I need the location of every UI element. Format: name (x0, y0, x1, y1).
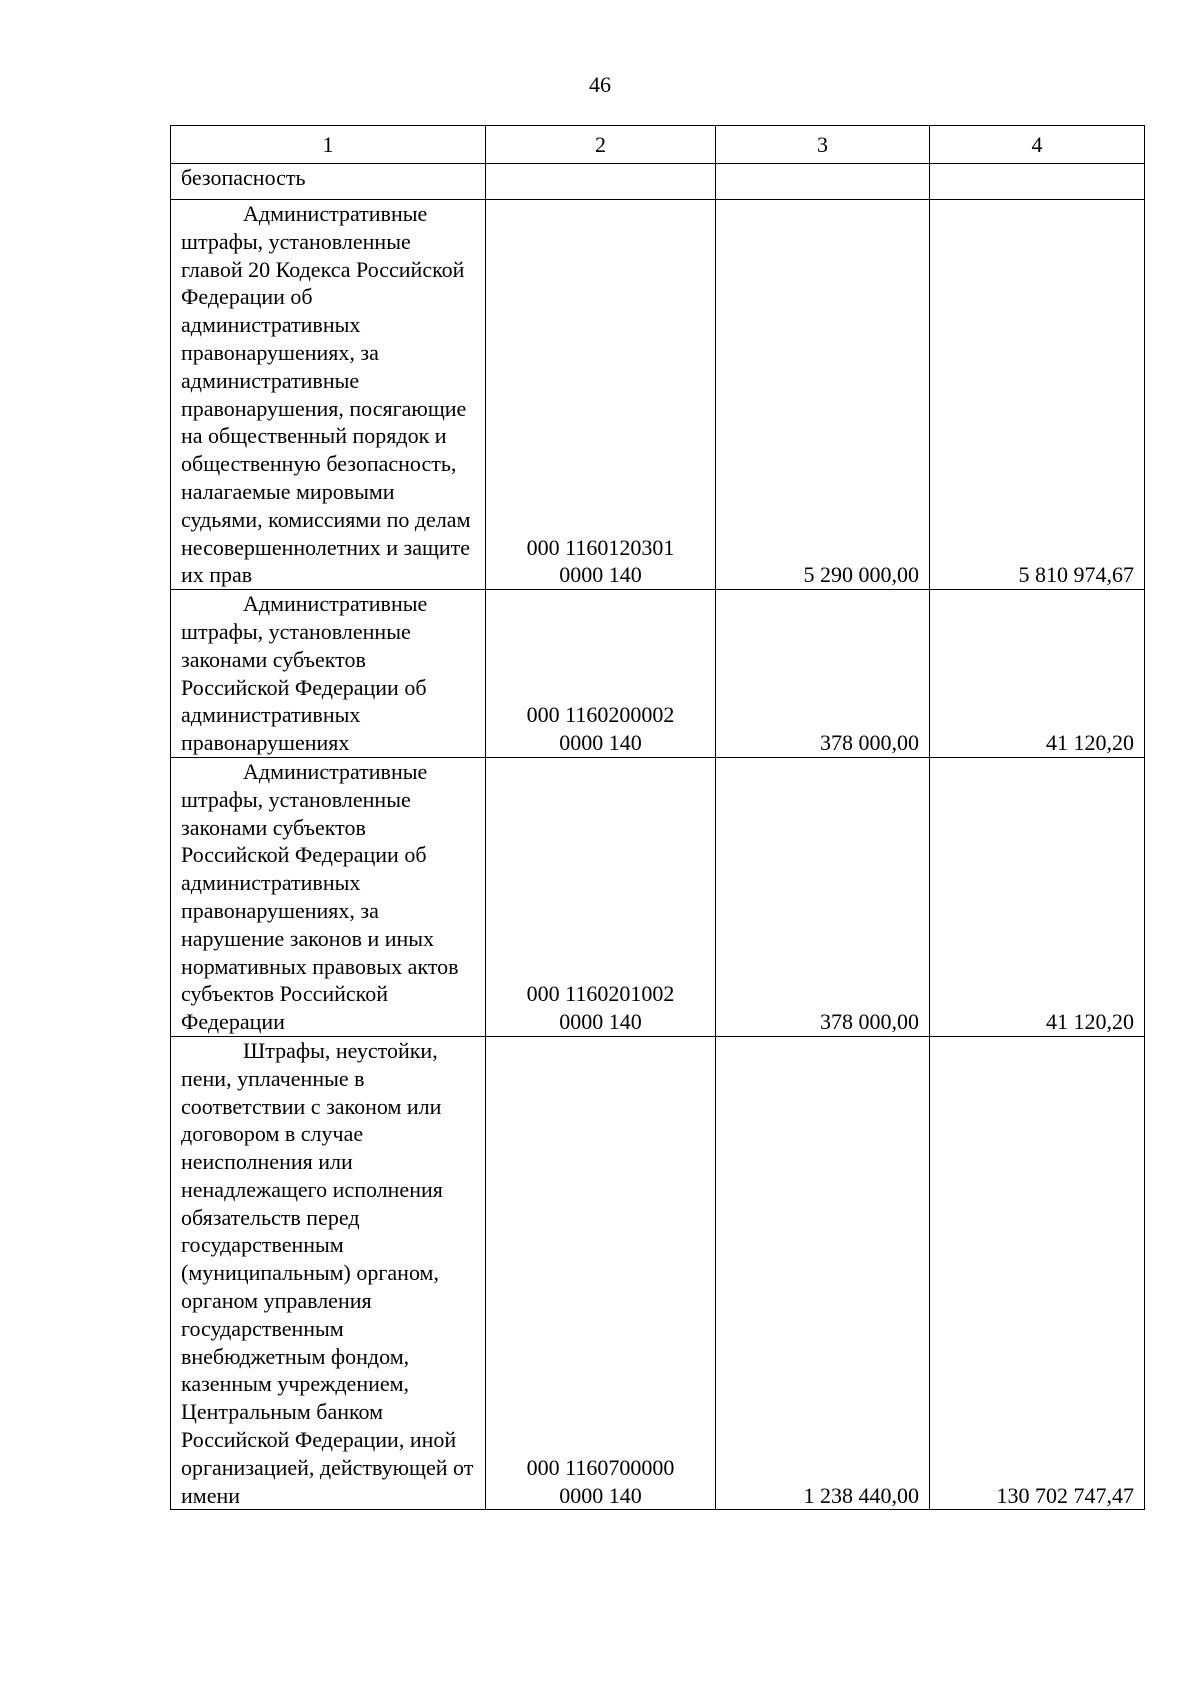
row-name-cell (171, 757, 486, 1036)
row-col3-cell: 5 290 000,00 (716, 200, 930, 590)
continuation-cell: безопасность (171, 164, 486, 200)
row-code-cell (486, 590, 716, 758)
row-code-line2: 0000 140 (559, 1009, 642, 1035)
row-name-cell (171, 590, 486, 758)
row-col4-cell: 41 120,20 (930, 590, 1145, 758)
row-code-line1: 000 1160120301 (526, 534, 675, 560)
row-name: Административные штрафы, установленные главой 20 Кодекса Российской Федерации об административных правонарушениях, за административные правонарушения, посягающие на общественный порядок и общественную безопасность, налагаемые мировыми судьями, комиссиями по делам несовершеннолетних и защите их прав (181, 201, 471, 588)
table-row (171, 1036, 1145, 1510)
header-col-4: 4 (930, 126, 1145, 164)
row-code-line1: 000 1160700000 (526, 1454, 675, 1480)
row-code-cell (486, 1036, 716, 1510)
revenue-table (170, 125, 1145, 1510)
row-col3-cell: 1 238 440,00 (716, 1036, 930, 1510)
row-name: Административные штрафы, установленные законами субъектов Российской Федерации об административных правонарушениях (181, 591, 428, 756)
row-col4-cell: 5 810 974,67 (930, 200, 1145, 590)
table-header-row (171, 126, 1145, 164)
table-row-continuation (171, 164, 1145, 200)
row-name: Административные штрафы, установленные законами субъектов Российской Федерации об административных правонарушениях, за нарушение законов и иных нормативных правовых актов субъектов Российской Федерации (181, 758, 459, 1035)
row-name: Штрафы, неустойки, пени, уплаченные в соответствии с законом или договором в случае неисполнения или ненадлежащего исполнения обязательств перед государственным (муниципальным) органом, органом управления государственным внебюджетным фондом, казенным учреждением, Центральным банком Российской Федерации, иной организацией, действующей от имени (181, 1037, 474, 1508)
row-code-line1: 000 1160201002 (526, 981, 675, 1007)
row-code-line2: 0000 140 (559, 562, 642, 588)
row-name-cell (171, 1036, 486, 1510)
row-code-line2: 0000 140 (559, 730, 642, 756)
row-code-line2: 0000 140 (559, 1482, 642, 1508)
header-col-3: 3 (716, 126, 930, 164)
empty-cell (486, 164, 716, 200)
table-row (171, 757, 1145, 1036)
row-code-cell (486, 200, 716, 590)
row-code-line1: 000 1160200002 (526, 702, 675, 728)
row-col4-cell: 130 702 747,47 (930, 1036, 1145, 1510)
row-col3-cell: 378 000,00 (716, 590, 930, 758)
row-name-cell (171, 200, 486, 590)
header-col-1: 1 (171, 126, 486, 164)
empty-cell (930, 164, 1145, 200)
table-row (171, 200, 1145, 590)
page-number: 46 (589, 72, 611, 97)
row-col3-cell: 378 000,00 (716, 757, 930, 1036)
row-col4-cell: 41 120,20 (930, 757, 1145, 1036)
header-col-2: 2 (486, 126, 716, 164)
empty-cell (716, 164, 930, 200)
row-code-cell (486, 757, 716, 1036)
table-row (171, 590, 1145, 758)
